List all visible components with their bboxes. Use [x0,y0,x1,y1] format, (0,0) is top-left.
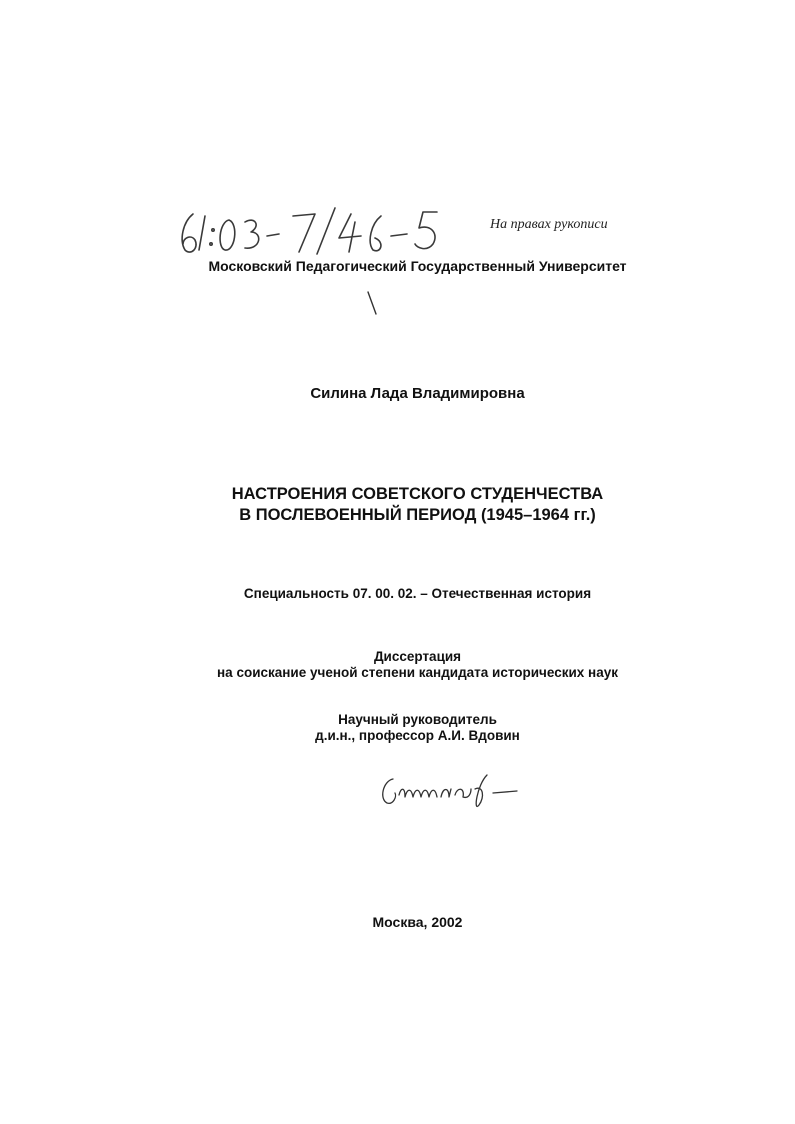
pencil-stroke-mark [366,290,380,318]
supervisor-name: д.и.н., профессор А.И. Вдовин [315,728,520,743]
specialty: Специальность 07. 00. 02. – Отечественная история [243,586,592,601]
dissertation-label: Диссертация [373,649,462,664]
handwritten-archive-number [175,200,465,260]
rights-note: На правах рукописи [490,217,608,232]
dissertation-title-line-1: НАСТРОЕНИЯ СОВЕТСКОГО СТУДЕНЧЕСТВА [231,485,604,503]
author-name: Силина Лада Владимировна [310,385,525,402]
supervisor-label: Научный руководитель [338,712,497,727]
city-year: Москва, 2002 [372,914,463,930]
dissertation-title-line-2: В ПОСЛЕВОЕННЫЙ ПЕРИОД (1945–1964 гг.) [239,506,596,524]
author-signature [375,765,535,815]
degree-description: на соискание ученой степени кандидата исторических наук [217,665,618,680]
university-name: Московский Педагогический Государственный Университет [208,258,627,274]
